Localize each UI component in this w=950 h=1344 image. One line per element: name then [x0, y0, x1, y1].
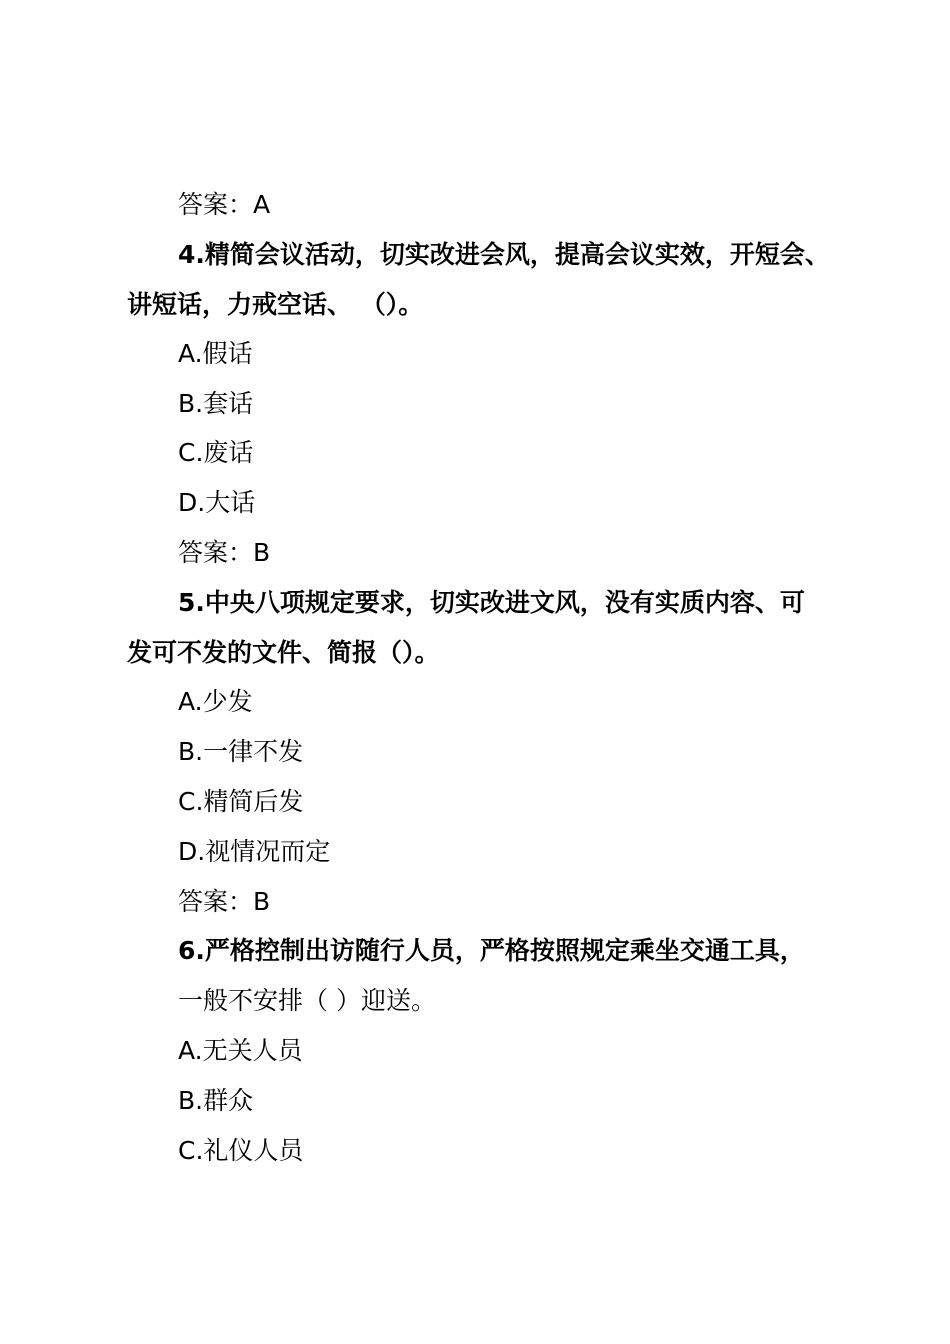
question-4-option-d: D.大话 [178, 488, 256, 517]
question-5-option-c: C.精简后发 [178, 787, 304, 816]
question-4-option-b: B.套话 [178, 389, 254, 418]
question-6-option-a: A.无关人员 [178, 1036, 303, 1065]
question-5-option-a: A.少发 [178, 687, 253, 716]
question-4-line-1: 4.精简会议活动，切实改进会风，提高会议实效，开短会、 [178, 240, 830, 269]
question-6-line-2: 一般不安排（ ）迎送。 [178, 986, 436, 1015]
question-4-answer: 答案：B [178, 538, 271, 567]
question-5-answer: 答案：B [178, 887, 271, 916]
question-5-option-d: D.视情况而定 [178, 837, 331, 866]
question-6-line-1: 6.严格控制出访随行人员，严格按照规定乘坐交通工具， [178, 936, 805, 965]
question-6-option-b: B.群众 [178, 1086, 254, 1115]
question-4-option-a: A.假话 [178, 339, 253, 368]
question-4-line-2: 讲短话，力戒空话、 （）。 [127, 290, 424, 319]
question-4-option-c: C.废话 [178, 438, 254, 467]
answer-text: 答案：A [178, 190, 271, 219]
question-6-option-c: C.礼仪人员 [178, 1136, 304, 1165]
question-5-option-b: B.一律不发 [178, 737, 304, 766]
question-5-line-1: 5.中央八项规定要求，切实改进文风，没有实质内容、可 [178, 588, 805, 617]
question-5-line-2: 发可不发的文件、简报（）。 [127, 638, 440, 667]
